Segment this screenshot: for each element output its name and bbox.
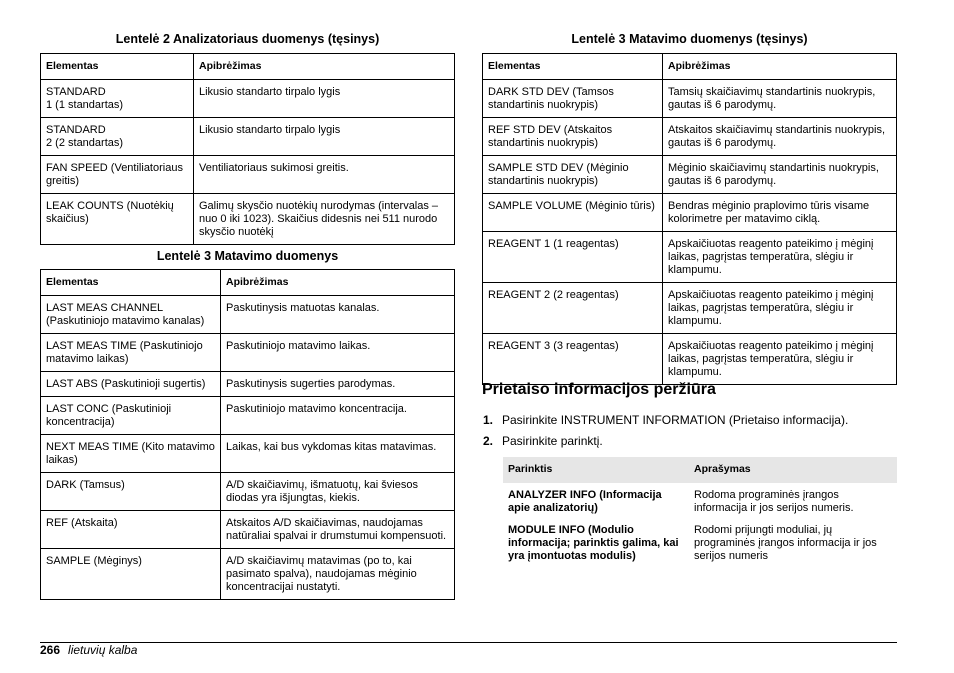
definition-cell: Likusio standarto tirpalo lygis xyxy=(194,80,455,118)
table3-body xyxy=(41,296,455,600)
table3-row xyxy=(41,397,455,435)
table3cont-header-row xyxy=(483,54,897,80)
definition-cell: Tamsių skaičiavimų standartinis nuokrypis, gautas iš 6 parodymų. xyxy=(663,80,897,118)
table3cont-body xyxy=(483,80,897,385)
element-cell: LEAK COUNTS (Nuotėkių skaičius) xyxy=(41,194,194,245)
definition-cell: Laikas, kai bus vykdomas kitas matavimas. xyxy=(221,435,455,473)
element-cell: SAMPLE STD DEV (Mėginio standartinis nuokrypis) xyxy=(483,156,663,194)
option-name: ANALYZER INFO (Informacija apie analizatorių) xyxy=(508,489,662,514)
table3-row xyxy=(41,473,455,511)
table2-row xyxy=(41,156,455,194)
table2-caption: Lentelė 2 Analizatoriaus duomenys (tęsinys) xyxy=(115,32,380,46)
table2-col-definition: Apibrėžimas xyxy=(194,54,455,80)
option-description: Rodomi prijungti moduliai, jų programinės įrangos informacija ir jos serijos numeris xyxy=(694,524,877,562)
table3cont-row xyxy=(483,194,897,232)
definition-cell: Paskutiniojo matavimo laikas. xyxy=(221,334,455,372)
definition-cell: A/D skaičiavimų matavimas (po to, kai pasimato spalva), naudojamas mėginio koncentracijai nustatyti. xyxy=(221,549,455,600)
options-row xyxy=(503,483,897,518)
footer-divider xyxy=(40,642,897,643)
table3-header-row xyxy=(41,270,455,296)
table3-row xyxy=(41,372,455,397)
options-table xyxy=(503,457,897,566)
element-cell: FAN SPEED (Ventiliatoriaus greitis) xyxy=(41,156,194,194)
page-number: 266 xyxy=(40,643,61,657)
table3-col-element: Elementas xyxy=(41,270,221,296)
table3cont-row xyxy=(483,80,897,118)
element-cell: REAGENT 3 (3 reagentas) xyxy=(483,334,663,385)
definition-cell: Atskaitos skaičiavimų standartinis nuokrypis, gautas iš 6 parodymų. xyxy=(663,118,897,156)
element-cell: REF STD DEV (Atskaitos standartinis nuokrypis) xyxy=(483,118,663,156)
definition-cell: Atskaitos A/D skaičiavimas, naudojamas natūraliai spalvai ir drumstumui kompensuoti. xyxy=(221,511,455,549)
options-col-description: Aprašymas xyxy=(689,457,897,483)
definition-cell: Ventiliatoriaus sukimosi greitis. xyxy=(194,156,455,194)
table3-row xyxy=(41,549,455,600)
option-description: Rodoma programinės įrangos informacija ir jos serijos numeris. xyxy=(694,489,854,514)
table3cont-row xyxy=(483,283,897,334)
step-1-text: Pasirinkite INSTRUMENT INFORMATION (Prietaiso informacija). xyxy=(502,413,849,427)
table2-body xyxy=(41,80,455,245)
table3cont xyxy=(482,53,897,385)
step-2 xyxy=(483,434,603,448)
element-cell: REF (Atskaita) xyxy=(41,511,221,549)
table3cont-col-element: Elementas xyxy=(483,54,663,80)
element-cell: DARK STD DEV (Tamsos standartinis nuokrypis) xyxy=(483,80,663,118)
element-cell: NEXT MEAS TIME (Kito matavimo laikas) xyxy=(41,435,221,473)
element-cell: REAGENT 1 (1 reagentas) xyxy=(483,232,663,283)
table2-row xyxy=(41,118,455,156)
table3cont-caption: Lentelė 3 Matavimo duomenys (tęsinys) xyxy=(571,32,808,46)
table3cont-row xyxy=(483,232,897,283)
element-cell: LAST MEAS CHANNEL (Paskutiniojo matavimo kanalas) xyxy=(41,296,221,334)
section-heading: Prietaiso informacijos peržiūra xyxy=(482,381,716,398)
table3cont-col-definition: Apibrėžimas xyxy=(663,54,897,80)
table3cont-row xyxy=(483,118,897,156)
definition-cell: Paskutinysis matuotas kanalas. xyxy=(221,296,455,334)
table3-row xyxy=(41,296,455,334)
definition-cell: Likusio standarto tirpalo lygis xyxy=(194,118,455,156)
definition-cell: Apskaičiuotas reagento pateikimo į mėginį laikas, pagrįstas temperatūra, slėgiu ir klampumu. xyxy=(663,334,897,385)
table3 xyxy=(40,269,455,600)
table3cont-row xyxy=(483,334,897,385)
footer-language: lietuvių kalba xyxy=(68,643,138,657)
table2-col-element: Elementas xyxy=(41,54,194,80)
table3-caption: Lentelė 3 Matavimo duomenys xyxy=(156,249,339,263)
element-cell: LAST CONC (Paskutiniojі koncentracija) xyxy=(41,397,221,435)
table2-header-row xyxy=(41,54,455,80)
option-name: MODULE INFO (Modulio informacija; parinktis galima, kai yra įmontuotas modulis) xyxy=(508,524,679,562)
element-cell: LAST ABS (Paskutinioji sugertis) xyxy=(41,372,221,397)
definition-cell: Galimų skysčio nuotėkių nurodymas (intervalas – nuo 0 iki 1023). Skaičius didesnis nei 511 nurodo skysčio nuotėkį xyxy=(194,194,455,245)
step-2-text: Pasirinkite parinktį. xyxy=(502,434,603,448)
step-2-number: 2. xyxy=(483,434,494,448)
element-cell: STANDARD 2 (2 standartas) xyxy=(41,118,194,156)
element-cell: DARK (Tamsus) xyxy=(41,473,221,511)
table3-row xyxy=(41,511,455,549)
table2 xyxy=(40,53,455,245)
table3cont-row xyxy=(483,156,897,194)
definition-cell: Paskutiniojo matavimo koncentracija. xyxy=(221,397,455,435)
definition-cell: Paskutinysis sugerties parodymas. xyxy=(221,372,455,397)
options-header-row xyxy=(503,457,897,483)
definition-cell: A/D skaičiavimų, išmatuotų, kai šviesos diodas yra išjungtas, kiekis. xyxy=(221,473,455,511)
table2-row xyxy=(41,194,455,245)
definition-cell: Bendras mėginio praplovimo tūris visame kolorimetre per matavimo ciklą. xyxy=(663,194,897,232)
definition-cell: Mėginio skaičiavimų standartinis nuokrypis, gautas iš 6 parodymų. xyxy=(663,156,897,194)
table3-row xyxy=(41,334,455,372)
element-cell: SAMPLE VOLUME (Mėginio tūris) xyxy=(483,194,663,232)
page-footer xyxy=(40,643,137,657)
step-1 xyxy=(483,413,848,427)
element-cell: STANDARD 1 (1 standartas) xyxy=(41,80,194,118)
table3-row xyxy=(41,435,455,473)
table2-row xyxy=(41,80,455,118)
element-cell: REAGENT 2 (2 reagentas) xyxy=(483,283,663,334)
table3-col-definition: Apibrėžimas xyxy=(221,270,455,296)
step-1-number: 1. xyxy=(483,413,494,427)
options-col-option: Parinktis xyxy=(503,457,689,483)
options-row xyxy=(503,518,897,566)
element-cell: SAMPLE (Mėginys) xyxy=(41,549,221,600)
element-cell: LAST MEAS TIME (Paskutiniojo matavimo laikas) xyxy=(41,334,221,372)
definition-cell: Apskaičiuotas reagento pateikimo į mėginį laikas, pagrįstas temperatūra, slėgiu ir klampumu. xyxy=(663,283,897,334)
definition-cell: Apskaičiuotas reagento pateikimo į mėginį laikas, pagrįstas temperatūra, slėgiu ir klampumu. xyxy=(663,232,897,283)
